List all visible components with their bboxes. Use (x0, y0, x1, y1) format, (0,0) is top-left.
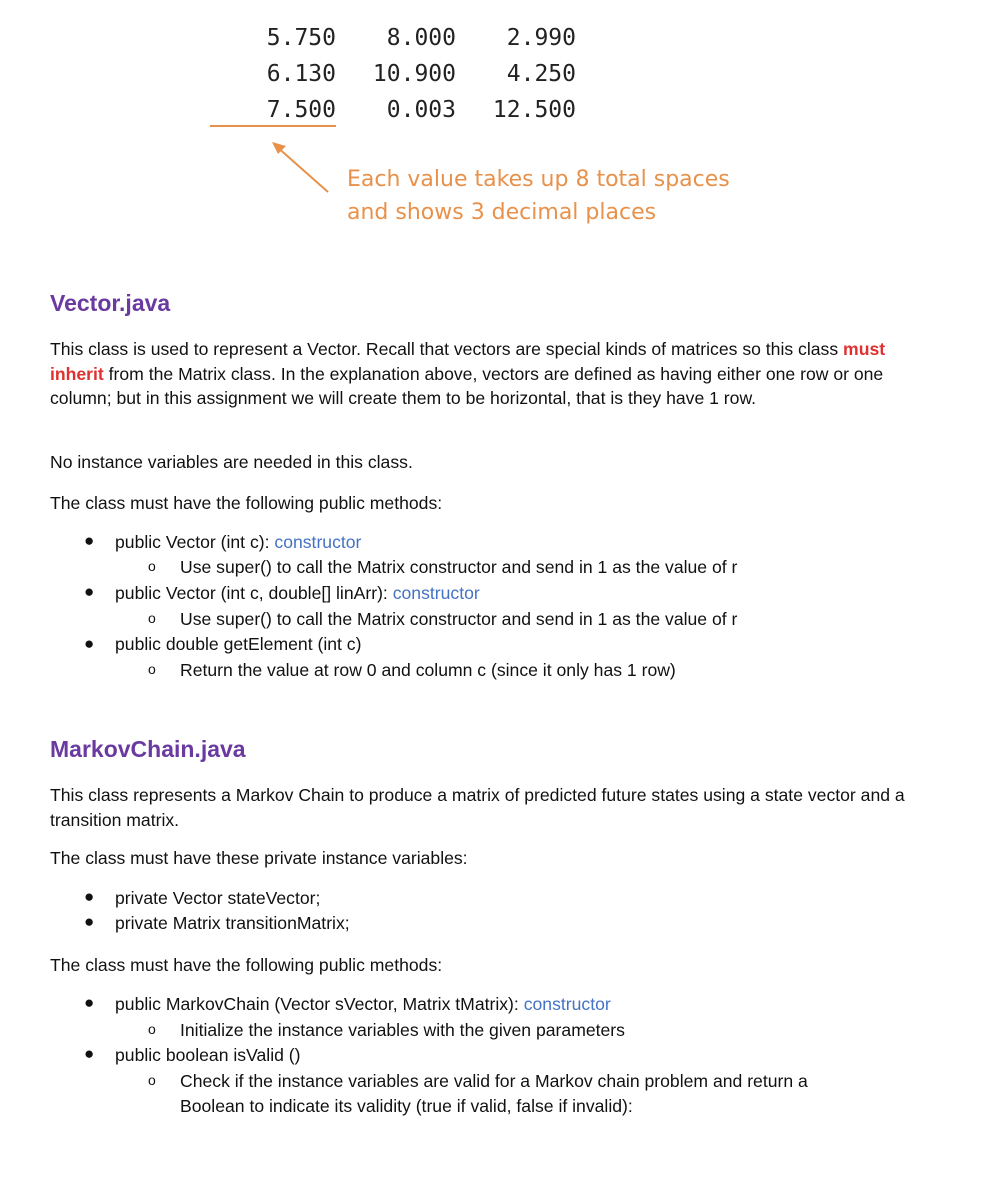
sub-bullet-icon: o (148, 1072, 156, 1088)
list-item: private Vector stateVector; (115, 888, 321, 908)
matrix-cell: 2.990 (506, 25, 576, 51)
matrix-cell: 8.000 (386, 25, 456, 51)
vector-no-vars: No instance variables are needed in this class. (50, 452, 413, 472)
bullet-icon: ● (84, 993, 95, 1012)
vector-heading: Vector.java (50, 290, 171, 316)
sub-bullet-icon: o (148, 610, 156, 626)
markov-vars-intro: The class must have these private instance variables: (50, 848, 468, 868)
matrix-cell: 10.900 (372, 61, 456, 87)
bullet-icon: ● (84, 912, 95, 931)
matrix-row (240, 56, 576, 92)
list-item: public MarkovChain (Vector sVector, Matrix tMatrix): constructor (115, 994, 611, 1014)
matrix-row (240, 92, 576, 128)
markov-methods-intro: The class must have the following public methods: (50, 955, 443, 975)
bullet-icon: ● (84, 1044, 95, 1063)
list-item: public Vector (int c, double[] linArr): constructor (115, 583, 480, 603)
matrix-example (240, 20, 576, 128)
cell-width-underline (210, 125, 336, 127)
matrix-cell: 5.750 (266, 25, 336, 51)
list-item: public boolean isValid () (115, 1045, 301, 1065)
matrix-row (240, 20, 576, 56)
sub-bullet-icon: o (148, 1021, 156, 1037)
sub-bullet-icon: o (148, 558, 156, 574)
annotation-line: Each value takes up 8 total spaces (347, 167, 730, 192)
list-subitem: Use super() to call the Matrix constructor and send in 1 as the value of r (180, 557, 738, 577)
bullet-icon: ● (84, 531, 95, 550)
matrix-cell: 6.130 (266, 61, 336, 87)
annotation-line: and shows 3 decimal places (347, 200, 657, 225)
bullet-icon: ● (84, 887, 95, 906)
list-subitem: Initialize the instance variables with the given parameters (180, 1020, 625, 1040)
annotation-arrow-icon (268, 138, 332, 196)
list-subitem: Boolean to indicate its validity (true if valid, false if invalid): (180, 1096, 633, 1116)
list-subitem: Check if the instance variables are valid for a Markov chain problem and return a (180, 1071, 808, 1091)
list-subitem: Use super() to call the Matrix constructor and send in 1 as the value of r (180, 609, 738, 629)
vector-methods-intro: The class must have the following public methods: (50, 493, 443, 513)
matrix-cell: 4.250 (506, 61, 576, 87)
matrix-cell: 12.500 (492, 97, 576, 123)
list-subitem: Return the value at row 0 and column c (since it only has 1 row) (180, 660, 676, 680)
markov-description: This class represents a Markov Chain to produce a matrix of predicted future states using a state vector and a transition matrix. (50, 785, 905, 830)
markov-heading: MarkovChain.java (50, 736, 246, 762)
bullet-icon: ● (84, 582, 95, 601)
list-item: private Matrix transitionMatrix; (115, 913, 350, 933)
must-inherit-emphasis: must inherit (50, 339, 886, 384)
vector-description: This class is used to represent a Vector. Recall that vectors are special kinds of matrices so this class must inherit from the Matrix class. In the explanation above, vectors are defined as having either one row or one column; but in this assignment we will create them to be horizontal, that is they have 1 row. (50, 339, 886, 408)
list-item: public double getElement (int c) (115, 634, 362, 654)
matrix-cell: 0.003 (386, 97, 456, 123)
list-item: public Vector (int c): constructor (115, 532, 362, 552)
sub-bullet-icon: o (148, 661, 156, 677)
matrix-cell: 7.500 (266, 97, 336, 123)
bullet-icon: ● (84, 634, 95, 653)
annotation-note (347, 163, 730, 229)
